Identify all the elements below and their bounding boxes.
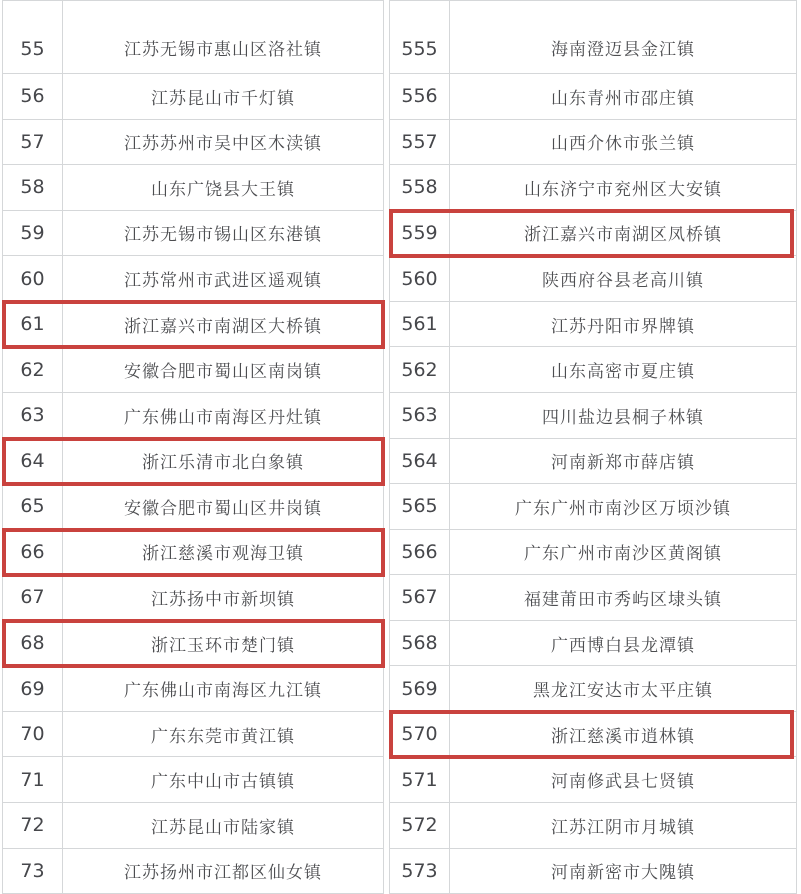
table-row — [3, 803, 384, 849]
rank-cell: 555 — [390, 1, 450, 74]
town-cell: 江苏扬州市江都区仙女镇 — [63, 849, 384, 894]
rank-cell: 55 — [3, 1, 63, 74]
town-cell: 浙江乐清市北白象镇 — [63, 439, 384, 485]
town-cell: 安徽合肥市蜀山区井岗镇 — [63, 484, 384, 530]
rank-cell: 58 — [3, 165, 63, 211]
table-row — [390, 211, 797, 257]
table-row — [3, 849, 384, 894]
town-cell: 四川盐边县桐子林镇 — [450, 393, 797, 439]
table-row — [3, 1, 384, 74]
town-cell: 福建莆田市秀屿区埭头镇 — [450, 575, 797, 621]
town-cell: 广东佛山市南海区九江镇 — [63, 666, 384, 712]
town-cell: 江苏常州市武进区遥观镇 — [63, 256, 384, 302]
table-row — [3, 530, 384, 576]
rank-cell: 567 — [390, 575, 450, 621]
table-row — [390, 757, 797, 803]
table-row — [3, 712, 384, 758]
rank-cell: 59 — [3, 211, 63, 257]
table-row — [3, 74, 384, 120]
rank-cell: 568 — [390, 621, 450, 667]
town-cell: 江苏扬中市新坝镇 — [63, 575, 384, 621]
town-cell: 浙江嘉兴市南湖区凤桥镇 — [450, 211, 797, 257]
table-row — [390, 803, 797, 849]
town-cell: 山东济宁市兖州区大安镇 — [450, 165, 797, 211]
table-row — [3, 575, 384, 621]
town-cell: 广东广州市南沙区黄阁镇 — [450, 530, 797, 576]
rank-cell: 563 — [390, 393, 450, 439]
rank-cell: 559 — [390, 211, 450, 257]
town-cell: 黑龙江安达市太平庄镇 — [450, 666, 797, 712]
rank-cell: 572 — [390, 803, 450, 849]
table-row — [390, 530, 797, 576]
town-cell: 山西介休市张兰镇 — [450, 120, 797, 166]
town-cell: 江苏苏州市吴中区木渎镇 — [63, 120, 384, 166]
rank-cell: 63 — [3, 393, 63, 439]
town-cell: 广东广州市南沙区万顷沙镇 — [450, 484, 797, 530]
table-row — [3, 757, 384, 803]
town-cell: 江苏江阴市月城镇 — [450, 803, 797, 849]
table-row — [390, 120, 797, 166]
town-cell: 江苏昆山市千灯镇 — [63, 74, 384, 120]
town-cell: 广东东莞市黄江镇 — [63, 712, 384, 758]
table-row — [390, 712, 797, 758]
table-row — [390, 393, 797, 439]
town-cell: 河南修武县七贤镇 — [450, 757, 797, 803]
table-row — [3, 302, 384, 348]
table-row — [390, 575, 797, 621]
rank-cell: 562 — [390, 347, 450, 393]
rank-cell: 569 — [390, 666, 450, 712]
town-cell: 安徽合肥市蜀山区南岗镇 — [63, 347, 384, 393]
rank-cell: 65 — [3, 484, 63, 530]
rank-cell: 56 — [3, 74, 63, 120]
rank-cell: 72 — [3, 803, 63, 849]
rank-table-right — [389, 0, 797, 894]
table-row — [3, 165, 384, 211]
rank-cell: 60 — [3, 256, 63, 302]
rank-cell: 556 — [390, 74, 450, 120]
table-row — [390, 256, 797, 302]
table-row — [390, 1, 797, 74]
table-row — [3, 621, 384, 667]
town-cell: 浙江慈溪市逍林镇 — [450, 712, 797, 758]
rank-cell: 71 — [3, 757, 63, 803]
rank-cell: 560 — [390, 256, 450, 302]
town-cell: 广西博白县龙潭镇 — [450, 621, 797, 667]
table-row — [390, 347, 797, 393]
rank-cell: 64 — [3, 439, 63, 485]
table-row — [3, 211, 384, 257]
table-row — [3, 393, 384, 439]
town-cell: 广东中山市古镇镇 — [63, 757, 384, 803]
town-cell: 江苏无锡市惠山区洛社镇 — [63, 1, 384, 74]
rank-cell: 570 — [390, 712, 450, 758]
rank-cell: 69 — [3, 666, 63, 712]
rank-cell: 68 — [3, 621, 63, 667]
town-cell: 广东佛山市南海区丹灶镇 — [63, 393, 384, 439]
rank-cell: 571 — [390, 757, 450, 803]
table-row — [390, 74, 797, 120]
table-row — [390, 439, 797, 485]
table-row — [390, 849, 797, 894]
rank-cell: 66 — [3, 530, 63, 576]
rank-table-left — [2, 0, 384, 894]
table-row — [3, 120, 384, 166]
table-row — [3, 666, 384, 712]
table-row — [3, 439, 384, 485]
rank-cell: 558 — [390, 165, 450, 211]
town-cell: 山东青州市邵庄镇 — [450, 74, 797, 120]
town-cell: 江苏丹阳市界牌镇 — [450, 302, 797, 348]
table-row — [3, 484, 384, 530]
rank-cell: 573 — [390, 849, 450, 894]
table-row — [390, 302, 797, 348]
rank-cell: 564 — [390, 439, 450, 485]
table-row — [390, 484, 797, 530]
town-cell: 浙江慈溪市观海卫镇 — [63, 530, 384, 576]
town-cell: 河南新郑市薛店镇 — [450, 439, 797, 485]
town-cell: 江苏无锡市锡山区东港镇 — [63, 211, 384, 257]
town-cell: 山东高密市夏庄镇 — [450, 347, 797, 393]
town-cell: 江苏昆山市陆家镇 — [63, 803, 384, 849]
table-row — [390, 666, 797, 712]
rank-cell: 561 — [390, 302, 450, 348]
town-cell: 浙江嘉兴市南湖区大桥镇 — [63, 302, 384, 348]
rank-cell: 61 — [3, 302, 63, 348]
rank-cell: 57 — [3, 120, 63, 166]
rank-cell: 73 — [3, 849, 63, 894]
town-cell: 山东广饶县大王镇 — [63, 165, 384, 211]
table-row — [390, 165, 797, 211]
table-row — [3, 347, 384, 393]
rank-cell: 70 — [3, 712, 63, 758]
rank-cell: 67 — [3, 575, 63, 621]
table-row — [390, 621, 797, 667]
town-cell: 陕西府谷县老高川镇 — [450, 256, 797, 302]
town-cell: 浙江玉环市楚门镇 — [63, 621, 384, 667]
rank-cell: 566 — [390, 530, 450, 576]
rank-cell: 62 — [3, 347, 63, 393]
town-cell: 海南澄迈县金江镇 — [450, 1, 797, 74]
town-cell: 河南新密市大隗镇 — [450, 849, 797, 894]
table-row — [3, 256, 384, 302]
rank-cell: 557 — [390, 120, 450, 166]
rank-cell: 565 — [390, 484, 450, 530]
